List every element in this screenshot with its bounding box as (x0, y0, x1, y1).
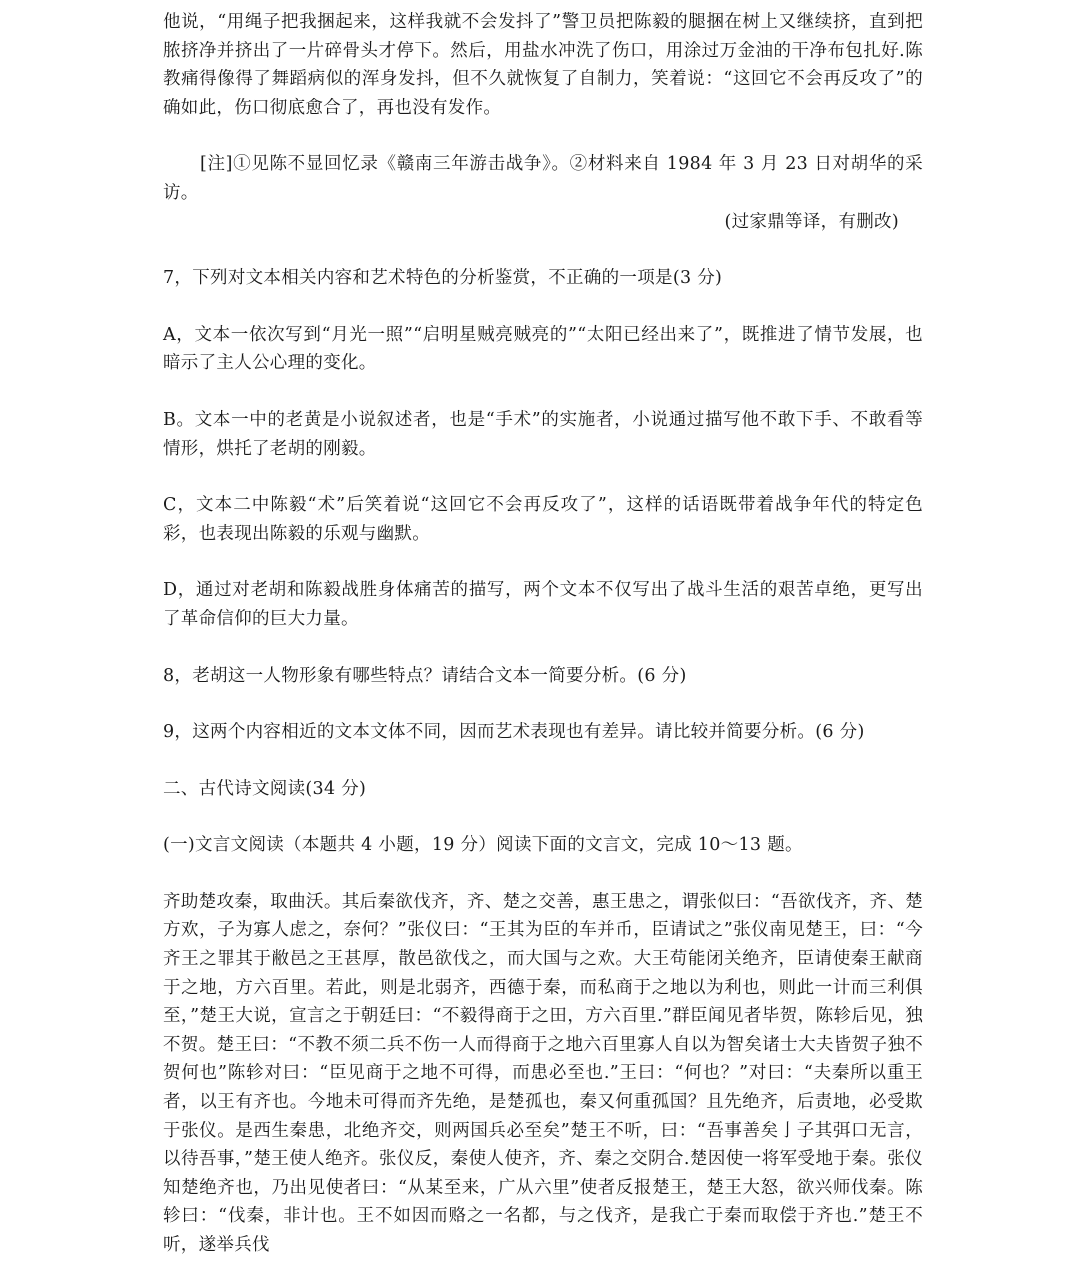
subsection-heading: (一)文言文阅读（本题共 4 小题，19 分）阅读下面的文言文，完成 10～13 题。 (163, 835, 803, 856)
option-d: D，通过对老胡和陈毅战胜身体痛苦的描写，两个文本不仅写出了战斗生活的艰苦卓绝，更写出了革命信仰的巨大力量。 (163, 580, 923, 629)
option-a: A，文本一依次写到“月光一照”“启明星贼亮贼亮的”“太阳已经出来了”，既推进了情节发展，也暗示了主人公心理的变化。 (163, 324, 923, 374)
question-8: 8，老胡这一人物形象有哪些特点？请结合文本一简要分析。(6 分) (163, 665, 687, 686)
classical-passage: 齐助楚攻秦，取曲沃。其后秦欲伐齐，齐、楚之交善，惠王患之，谓张似曰：“吾欲伐齐，齐、楚方欢，子为寡人虑之，奈何？”张仪曰：“王其为臣的车并币，臣请试之”张仪南见楚王，曰：“今齐王之罪其于敝邑之王甚厚，散邑欲伐之，而大国与之欢。大王苟能闭关绝齐，臣请使秦王献商于之地，方六百里。若此，则是北弱齐，西德于秦，而私商于之地以为利也，则此一计而三利俱至，”楚王大说，宣言之于朝廷曰：“不毅得商于之田，方六百里.”群臣闻见者毕贺，陈轸后见，独不贺。楚王曰：“不教不须二兵不伤一人而得商于之地六百里寡人自以为智矣诸士大夫皆贺子独不贺何也”陈轸对曰：“臣见商于之地不可得，而患必至也.”王曰：“何也？”对曰：“夫秦所以重王者，以王有齐也。今地未可得而齐先绝，是楚孤也，秦又何重孤国？且先绝齐，后责地，必受欺于张仪。是西生秦患，北绝齐交，则两国兵必至矣”楚王不听，曰：“吾事善矣亅子其弭口无言，以待吾事，”楚王使人绝齐。张仪反，秦使人使齐，齐、秦之交阴合.楚因使一将军受地于秦。张仪知楚绝齐也，乃出见使者曰：“从某至来，广从六里”使者反报楚王，楚王大怒，欲兴师伐秦。陈轸曰：“伐秦，非计也。王不如因而赂之一名都，与之伐齐，是我亡于秦而取偿于齐也.”楚王不听，遂举兵伐 (163, 891, 923, 1255)
question-9: 9，这两个内容相近的文本文体不同，因而艺术表现也有差异。请比较并简要分析。(6 分) (163, 722, 865, 743)
section-heading: 二、古代诗文阅读(34 分) (163, 778, 367, 799)
document-page (163, 8, 923, 1260)
footnote: [注]①见陈不显回忆录《赣南三年游击战争》。②材料来自 1984 年 3 月 23 日对胡华的采访。 (163, 154, 923, 203)
option-b: B。文本一中的老黄是小说叙述者，也是“手术”的实施者，小说通过描写他不敢下手、不敢看等情形，烘托了老胡的刚毅。 (163, 409, 923, 459)
attribution: (过家鼎等译，有删改) (724, 211, 899, 232)
story-paragraph: 他说，“用绳子把我捆起来，这样我就不会发抖了”警卫员把陈毅的腿捆在树上又继续挤，直到把脓挤净并挤出了一片碎骨头才停下。然后，用盐水冲洗了伤口，用涂过万金油的干净布包扎好.陈教痛得像得了舞蹈病似的浑身发抖，但不久就恢复了自制力，笑着说：“这回它不会再反攻了”的确如此，伤口彻底愈合了，再也没有发作。 (163, 12, 923, 118)
option-c: C，文本二中陈毅“术”后笑着说“这回它不会再反攻了”，这样的话语既带着战争年代的特定色彩，也表现出陈毅的乐观与幽默。 (163, 495, 923, 544)
question-7: 7，下列对文本相关内容和艺术特色的分析鉴赏，不正确的一项是(3 分) (163, 268, 723, 289)
